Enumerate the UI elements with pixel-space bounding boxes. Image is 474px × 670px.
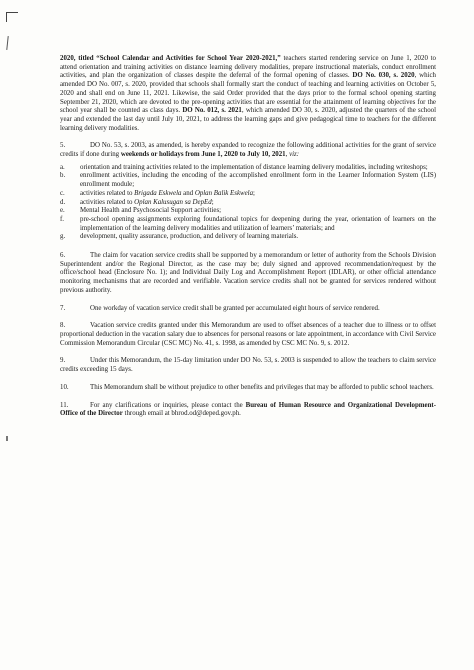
intro-text-2: , which amended DO No. 007, s. 2020, provided that schools shall formally start the conduct of teaching and learning activities on October 5, 2020 and shall end on June 11, 2021. Likewise, the said Order provided that the days prior to the formal school opening starting September 21, 2020, which are devoted to the pre-opening activities that are essential for the attainment of learning objectives for the school year shall be counted as class days. (60, 72, 436, 115)
bhrod-office: Bureau of Human Resource and Organizational Development-Office of the Director (60, 401, 436, 418)
item-text: enrollment activities, including the encoding of the accomplished enrollment form in the Learner Information System (LIS) enrollment module; (80, 172, 436, 189)
list-item (60, 190, 436, 199)
list-item (60, 216, 436, 233)
item-text-mid: and (181, 189, 195, 197)
paragraph-6 (60, 252, 436, 296)
p10-text: This Memorandum shall be without prejudice to other benefits and privileges that may be afforded to public school teachers. (90, 383, 434, 391)
paragraph-number: 6. (60, 252, 66, 260)
list-item (60, 172, 436, 189)
oplan-kalusugan: Oplan Kalusugan sa DepEd (134, 198, 212, 206)
p8-text: Vacation service credits granted under this Memorandum are used to offset absences of a teacher due to illness or to offset proportional deduction in the vacation salary due to absences for personal reasons or late appointment, in accordance with Civil Service Commission Memorandum Circular (CSC MC) No. 41, s. 1998, as amended by CSC MC No. 9, s. 2012. (60, 322, 436, 347)
paragraph-number: 10. (60, 383, 69, 391)
item-text-pre: activities related to (80, 198, 135, 206)
item-letter: d. (60, 198, 66, 206)
paragraph-5 (60, 142, 436, 159)
oplan-balik-eskwela: Oplan Balik Eskwela (194, 189, 254, 197)
list-item (60, 207, 436, 216)
item-text-post: ; (211, 198, 214, 206)
item-text: Mental Health and Psychosocial Support activities; (80, 207, 222, 215)
item-text: orientation and training activities related to the implementation of distance learning delivery modalities, including writeshops; (80, 163, 428, 171)
p5-text-1: DO No. 53, s. 2003, as amended, is hereby expanded to recognize the following additional activities for the grant of service credits if done during (60, 142, 436, 159)
paragraph-number: 8. (60, 322, 66, 330)
item-letter: f. (60, 215, 65, 223)
paragraph-number: 5. (60, 142, 66, 150)
intro-text-1: teachers started rendering service on June 1, 2020 to attend orientation and training activities on distance learning delivery modalities, prepare instructional materials, conduct enrollment activities, and plan the organization of classes despite the deferral of the formal opening of classes. (60, 55, 436, 80)
scan-edge-mark (6, 36, 8, 50)
document-body (60, 55, 436, 428)
item-text: pre-school opening assignments exploring foundational topics for deepening during the year, orientation of learners on the implementation of the learning delivery modalities and utilization of learners’ materials; and (80, 215, 436, 232)
paragraph-11 (60, 402, 436, 419)
paragraph-number: 9. (60, 357, 66, 365)
paragraph-continued (60, 55, 436, 133)
item-text-pre: activities related to (80, 189, 135, 197)
do-30-ref: DO No. 030, s. 2020 (352, 72, 415, 80)
item-letter: e. (60, 207, 65, 215)
paragraph-number: 11. (60, 401, 69, 409)
p6-text: The claim for vacation service credits shall be supported by a memorandum or letter of authority from the Schools Division Superintendent and/or the Regional Director, as the case may be; duly signed and approved recommendation/request by the office/school head (Enclosure No. 1); and Individual Daily Log and Accomplishment Report (IDLAR), or other official attendance monitoring mechanisms that are recorded and verifiable. Vacation service credits shall not be granted for services rendered without previous authority. (60, 252, 436, 294)
list-item (60, 199, 436, 208)
scan-corner-mark (6, 12, 18, 22)
paragraph-10 (60, 384, 436, 393)
paragraph-9 (60, 357, 436, 374)
p5-viz: viz: (289, 151, 300, 159)
item-letter: c. (60, 189, 65, 197)
list-item (60, 164, 436, 173)
intro-text-3: , which amended DO 30, s. 2020, adjusted the quarters of the school year and extended the last day until July 10, 2021, to address the learning gaps and give pedagogical time to teachers for the different learning delivery modalities. (60, 107, 436, 132)
item-text-post: ; (253, 189, 255, 197)
paragraph-8 (60, 322, 436, 348)
p9-text: Under this Memorandum, the 15-day limitation under DO No. 53, s. 2003 is suspended to allow the teachers to claim service credits exceeding 15 days. (60, 357, 436, 374)
scan-margin-mark (6, 436, 8, 441)
item-letter: g. (60, 233, 66, 241)
p7-text: One workday of vacation service credit shall be granted per accumulated eight hours of service rendered. (90, 304, 380, 312)
activity-list (60, 164, 436, 242)
item-letter: b. (60, 172, 66, 180)
p5-period: weekends or holidays from June 1, 2020 to July 10, 2021 (120, 151, 286, 159)
p11-text-2: through email at bhrod.od@deped.gov.ph. (122, 410, 241, 418)
item-letter: a. (60, 163, 65, 171)
memo-title-ref: 2020, titled “School Calendar and Activities for School Year 2020-2021,” (60, 55, 281, 62)
p5-text-2: , (285, 151, 290, 159)
paragraph-number: 7. (60, 304, 66, 312)
item-text: development, quality assurance, production, and delivery of learning materials. (80, 233, 299, 241)
paragraph-7 (60, 305, 436, 314)
brigada-eskwela: Brigada Eskwela (134, 189, 182, 197)
do-12-ref: DO No. 012, s. 2021 (182, 107, 242, 115)
p11-text-1: For any clarifications or inquiries, please contact the (90, 401, 246, 409)
list-item (60, 233, 436, 242)
